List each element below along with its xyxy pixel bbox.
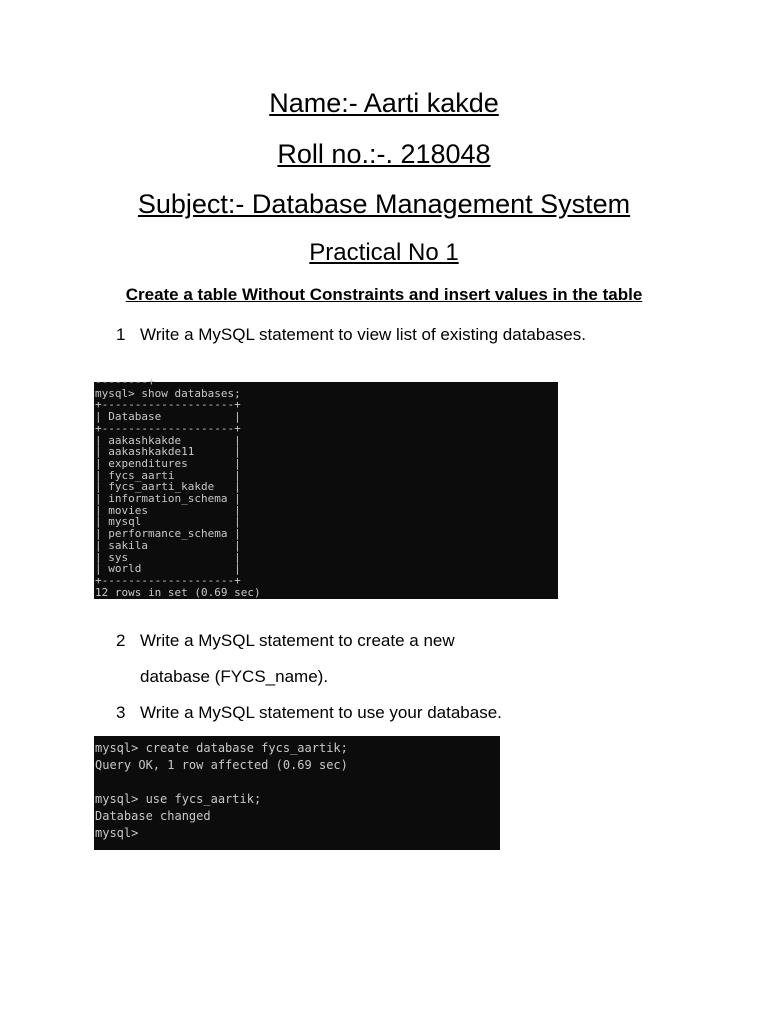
terminal-line [95,774,500,791]
terminal-line: | Database | [95,410,241,424]
terminal-line: --------+ [95,375,155,388]
terminal-line: | world | [95,562,241,576]
terminal-line: | performance_schema | [95,527,241,541]
question-text: Write a MySQL statement to create a new [140,631,455,650]
task-heading: Create a table Without Constraints and insert values in the table [125,285,643,304]
terminal-line: | fycs_aarti_kakde | [95,480,241,494]
practical-heading: Practical No 1 [309,239,459,266]
terminal-screenshot-create-use-database [94,736,500,850]
terminal-screenshot-show-databases [94,375,558,599]
question-text: Write a MySQL statement to use your database. [140,703,502,722]
question-text: Write a MySQL statement to view list of existing databases. [140,325,586,344]
terminal-line: | fycs_aarti | [95,468,241,482]
subject-heading: Subject:- Database Management System [137,189,631,219]
terminal-line: | aakashkakde11 | [95,445,241,459]
terminal-line: mysql> create database fycs_aartik; [95,741,348,755]
terminal-line: +--------------------+ [95,573,241,587]
terminal-line: | aakashkakde | [95,433,241,447]
terminal-line: 12 rows in set (0.69 sec) [95,585,261,599]
terminal-line: Database changed [95,809,211,823]
terminal-line: Query OK, 1 row affected (0.69 sec) [95,758,348,772]
question-number: 2 [116,631,126,650]
terminal-line: | information_schema | [95,492,241,506]
question-number: 3 [116,703,126,722]
terminal-line: | sys | [95,550,241,564]
terminal-line: mysql> [95,826,139,840]
terminal-line: +--------------------+ [95,398,241,412]
roll-number-heading: Roll no.:-. 218048 [277,139,491,169]
terminal-line: | movies | [95,503,241,517]
question-number: 1 [116,325,126,344]
terminal-line: mysql> show databases; [95,386,241,400]
terminal-line: | expenditures | [95,456,241,470]
question-text: database (FYCS_name). [140,667,329,686]
terminal-line: +--------------------+ [95,421,241,435]
terminal-line: mysql> use fycs_aartik; [95,792,262,806]
terminal-line: | sakila | [95,538,241,552]
student-name-heading: Name:- Aarti kakde [269,88,499,118]
terminal-line: | mysql | [95,515,241,529]
